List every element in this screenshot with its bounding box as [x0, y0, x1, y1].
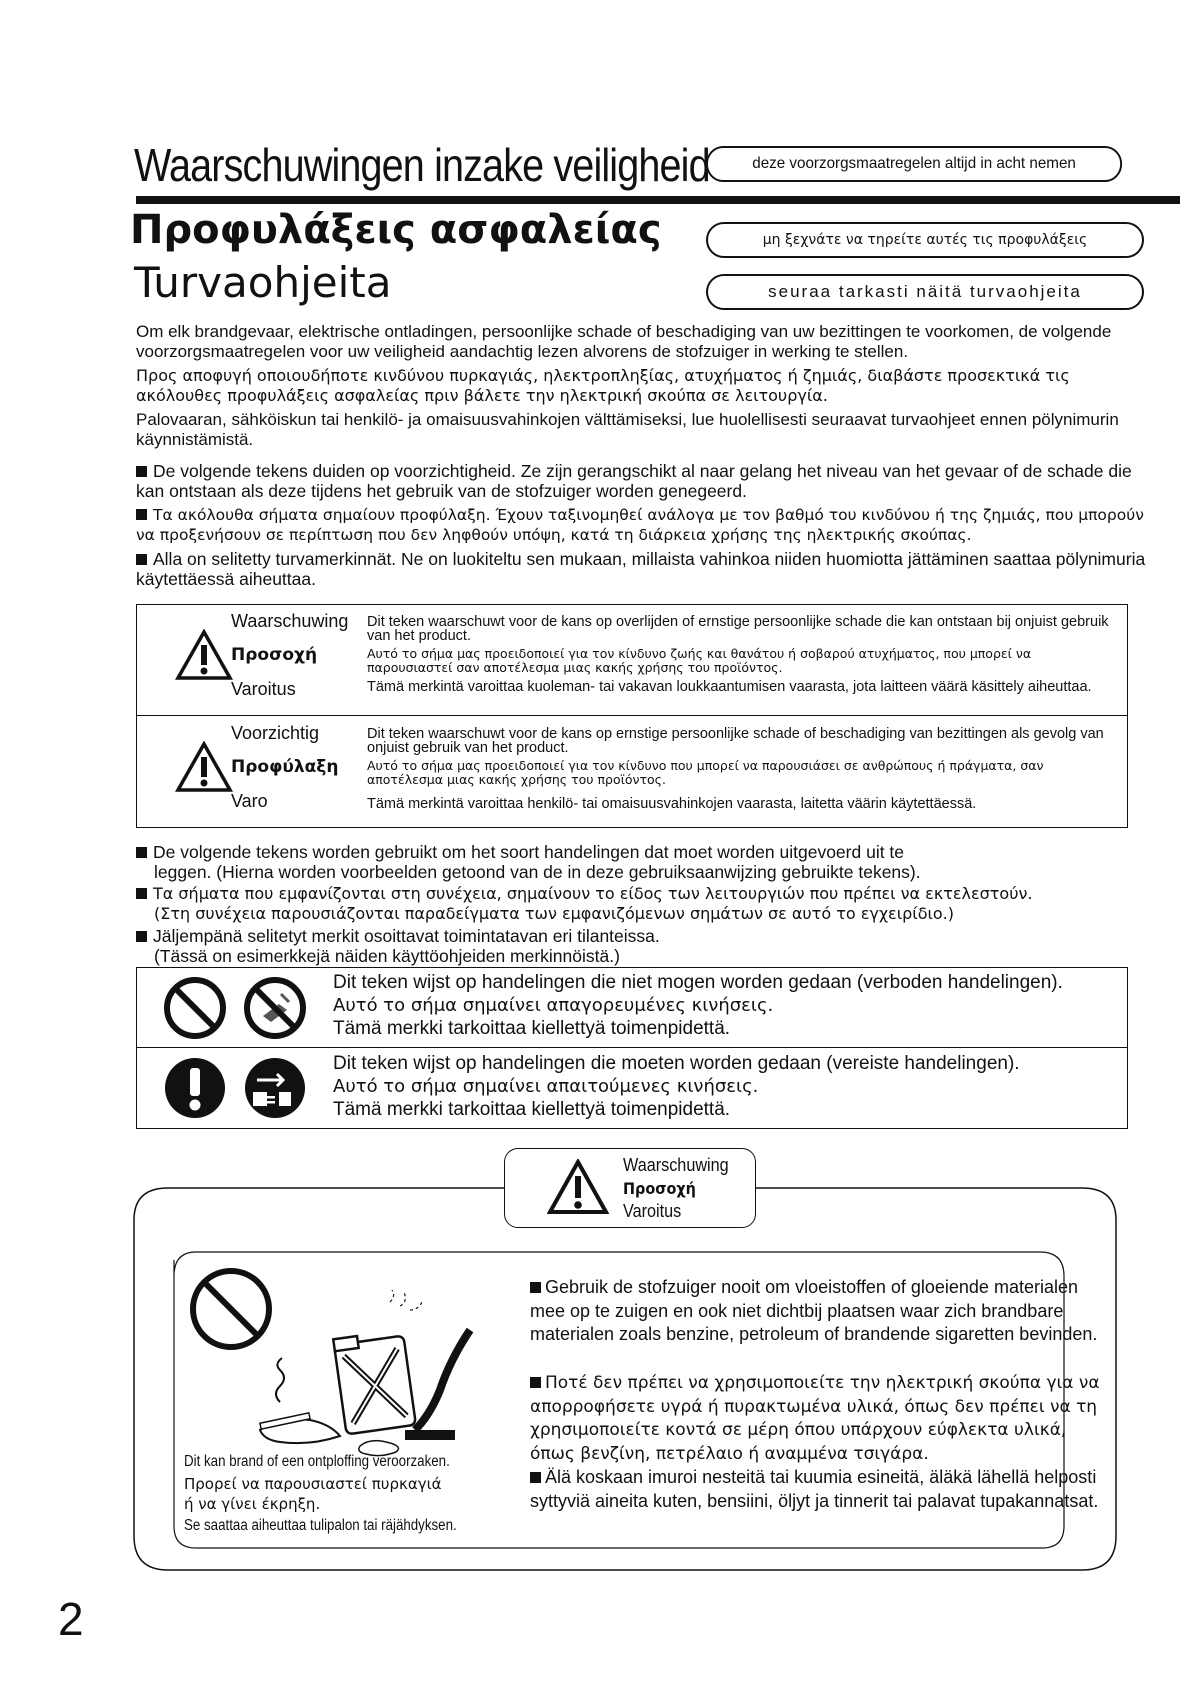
level-text-el: Αυτό το σήμα μας προειδοποιεί για τον κίνδυνο ζωής και θανάτου ή σοβαρού ατυχήματος, που μπορεί να παρουσιαστεί σαν αποτέλεσμα μιας κακής χρήσης του προϊόντος.: [367, 646, 1032, 675]
level-text-nl: Dit teken waarschuwt voor de kans op ernstige persoonlijke schade of beschadiging van bezittingen als gevolg van onjuist gebruik van het product.: [367, 726, 1104, 756]
pill-el: μη ξεχνάτε να τηρείτε αυτές τις προφυλάξεις: [706, 222, 1144, 258]
warning-triangle-icon: [547, 1159, 609, 1215]
warning-levels-table: [136, 604, 1128, 828]
header-rule: [136, 196, 1180, 204]
page-title-el: Προφυλάξεις ασφαλείας: [130, 207, 662, 253]
bullet-icon: [136, 466, 147, 477]
required-row: [137, 1049, 1127, 1128]
caution-level-row: [137, 717, 1127, 827]
required-text-nl: Dit teken wijst op handelingen die moeten worden gedaan (vereiste handelingen).: [333, 1053, 1020, 1074]
unplug-icon: [243, 1056, 307, 1120]
signs-intro-nl: [136, 461, 1146, 501]
prohibited-icon: [163, 976, 227, 1040]
bullet-icon: [136, 931, 147, 942]
warning-caption-nl: Dit kan brand of een ontploffing veroorzaken.: [184, 1453, 450, 1470]
intro-fi: Palovaaran, sähköiskun tai henkilö- ja omaisuusvahinkojen välttämiseksi, lue huolellisesti seuraavat turvaohjeet ennen pölynimurin käynnistämistä.: [136, 410, 1119, 449]
warning-text-nl-body: Gebruik de stofzuiger nooit om vloeistoffen of gloeiende materialen mee op te zuigen en ook niet dichtbij plaatsen waar zich brandbare materialen zoals benzine, petroleum of brandende sigaretten bevinden.: [530, 1277, 1098, 1344]
signs-intro-el: [136, 505, 1146, 545]
actions-intro-nl-cont: leggen. (Hierna worden voorbeelden getoond van de in deze gebruiksaanwijzing gebruikte tekens).: [154, 862, 921, 882]
pill-fi: seuraa tarkasti näitä turvaohjeita: [706, 274, 1144, 310]
level-text-fi: Tämä merkintä varoittaa kuoleman- tai vakavan loukkaantumisen vaarasta, jota laitteen väärä käsittely aiheuttaa.: [367, 679, 1092, 695]
no-liquid-icon: [243, 976, 307, 1040]
level-label-el: Προσοχή: [231, 645, 318, 665]
prohibited-row: [137, 968, 1127, 1048]
warning-text-nl: [530, 1276, 1100, 1347]
level-label-fi: Varoitus: [231, 679, 296, 699]
required-text-fi: Tämä merkki tarkoittaa kiellettyä toimenpidettä.: [333, 1099, 731, 1120]
level-label-nl: Waarschuwing: [231, 611, 349, 631]
bullet-icon: [136, 888, 147, 899]
prohibited-text-el: Αυτό το σήμα σημαίνει απαγορευμένες κινήσεις.: [333, 995, 774, 1016]
page-number: 2: [58, 1593, 84, 1645]
intro-nl: Om elk brandgevaar, elektrische ontladingen, persoonlijke schade of beschadiging van uw bezittingen te voorkomen, de volgende voorzorgsmaatregelen voor uw veiligheid aandachtig lezen alvorens de stofzuiger in werking te stellen.: [136, 322, 1112, 361]
warning-level-row: [137, 605, 1127, 716]
warning-header-nl: Waarschuwing: [623, 1155, 729, 1175]
mandatory-icon: [163, 1056, 227, 1120]
warning-header-fi: Varoitus: [623, 1201, 682, 1221]
level-label-nl: Voorzichtig: [231, 723, 320, 743]
pill-nl: deze voorzorgsmaatregelen altijd in acht nemen: [706, 146, 1122, 182]
warning-caption-el-1: Προρεί να παρουσιαστεί πυρκαγιά: [184, 1475, 442, 1493]
warning-triangle-icon: [175, 741, 233, 793]
bullet-icon: [530, 1377, 541, 1388]
warning-text-fi-body: Älä koskaan imuroi nesteitä tai kuumia esineitä, äläkä lähellä helposti syttyviä aineita kuten, bensiini, öljyt ja tinnerit tai palavat tupakannatsat.: [530, 1467, 1099, 1511]
warning-caption-el-2: ή να γίνει έκρηξη.: [184, 1495, 321, 1513]
actions-intro-fi: [136, 926, 1146, 946]
actions-intro-nl: [136, 842, 1146, 862]
level-text-el: Αυτό το σήμα μας προειδοποιεί για τον κίνδυνο που μπορεί να παρουσιάσει σε ανθρώπους ή πράγματα, σαν αποτέλεσμα μιας κακής χρήσης του προϊόντος.: [367, 758, 1044, 787]
intro-el: Προς αποφυγή οποιουδήποτε κινδύνου πυρκαγιάς, ηλεκτροπληξίας, ατυχήματος ή ζημιάς, διαβάστε προσεκτικά τις ακόλουθες προφυλάξεις ασφαλείας πριν βάλετε την ηλεκτρική σκούπα σε λειτουργία.: [136, 366, 1070, 405]
page-title-nl: Waarschuwingen inzake veiligheid: [134, 139, 710, 191]
bullet-icon: [136, 847, 147, 858]
bullet-icon: [136, 509, 147, 520]
warning-header-el: Προσοχή: [623, 1179, 696, 1198]
level-text-nl: Dit teken waarschuwt voor de kans op overlijden of ernstige persoonlijke schade die kan ontstaan bij onjuist gebruik van het product.: [367, 614, 1109, 644]
warning-header: [504, 1148, 756, 1228]
action-symbols-table: [136, 967, 1128, 1129]
warning-text-fi: [530, 1466, 1100, 1513]
actions-intro-nl-1: De volgende tekens worden gebruikt om het soort handelingen dat moet worden uitgevoerd uit te: [153, 842, 905, 862]
actions-intro-fi-1: Jäljempänä selitetyt merkit osoittavat toimintatavan eri tilanteissa.: [153, 926, 660, 946]
actions-intro-el: [136, 884, 1146, 904]
bullet-icon: [530, 1282, 541, 1293]
level-label-fi: Varo: [231, 791, 268, 811]
bullet-icon: [136, 554, 147, 565]
warning-triangle-icon: [175, 629, 233, 681]
bullet-icon: [530, 1472, 541, 1483]
actions-intro-fi-cont: (Tässä on esimerkkejä näiden käyttöohjeiden merkinnöistä.): [154, 946, 620, 966]
warning-text-el: [530, 1372, 1100, 1466]
prohibited-text-fi: Tämä merkki tarkoittaa kiellettyä toimenpidettä.: [333, 1018, 731, 1039]
flammable-hazard-illustration: [240, 1290, 510, 1460]
page-title-fi: Turvaohjeita: [134, 258, 392, 307]
actions-intro-el-1: Τα σήματα που εμφανίζονται στη συνέχεια, σημαίνουν το είδος των λειτουργιών που πρέπει να εκτελεστούν.: [153, 884, 1033, 903]
actions-intro-el-cont: (Στη συνέχεια παρουσιάζονται παραδείγματα των εμφανιζόμενων σημάτων σε αυτό το εγχειρίδιο.): [154, 904, 955, 923]
warning-caption-fi: Se saattaa aiheuttaa tulipalon tai räjähdyksen.: [184, 1517, 457, 1534]
level-label-el: Προφύλαξη: [231, 757, 339, 777]
signs-intro-fi: [136, 549, 1146, 589]
signs-intro-nl-text: De volgende tekens duiden op voorzichtigheid. Ze zijn gerangschikt al naar gelang het niveau van het gevaar of de schade die kan ontstaan als deze tijdens het gebruik van de stofzuiger worden genegeerd.: [136, 461, 1132, 501]
prohibited-text-nl: Dit teken wijst op handelingen die niet mogen worden gedaan (verboden handelingen).: [333, 972, 1063, 993]
required-text-el: Αυτό το σήμα σημαίνει απαιτούμενες κινήσεις.: [333, 1076, 759, 1097]
signs-intro-el-text: Τα ακόλουθα σήματα σημαίουν προφύλαξη. Έχουν ταξινομηθεί ανάλογα με τον βαθμό του κινδύνου ή της ζημιάς, που μπορούν να προξενήσουν σε περίπτωση που δεν ληφθούν υπόψη, κατά τη διάρκεια χρήσης της ηλεκτρικής σκούπας.: [136, 506, 1144, 544]
warning-text-el-body: Ποτέ δεν πρέπει να χρησιμοποιείτε την ηλεκτρική σκούπα για να απορροφήσετε υγρά ή πυρακτωμένα υλικά, όπως δεν πρέπει να τη χρησιμοποιείτε κοντά σε μέρη όπου υπάρχουν εύφλεκτα υλικά, όπως βενζίνη, πετρέλαιο ή αναμμένα τσιγάρα.: [530, 1373, 1100, 1464]
signs-intro-fi-text: Alla on selitetty turvamerkinnät. Ne on luokiteltu sen mukaan, millaista vahinkoa niiden huomiotta jättäminen saattaa pölynimuria käytettäessä aiheuttaa.: [136, 549, 1146, 589]
level-text-fi: Tämä merkintä varoittaa henkilö- tai omaisuusvahinkojen vaarasta, laitetta väärin käytettäessä.: [367, 796, 977, 812]
